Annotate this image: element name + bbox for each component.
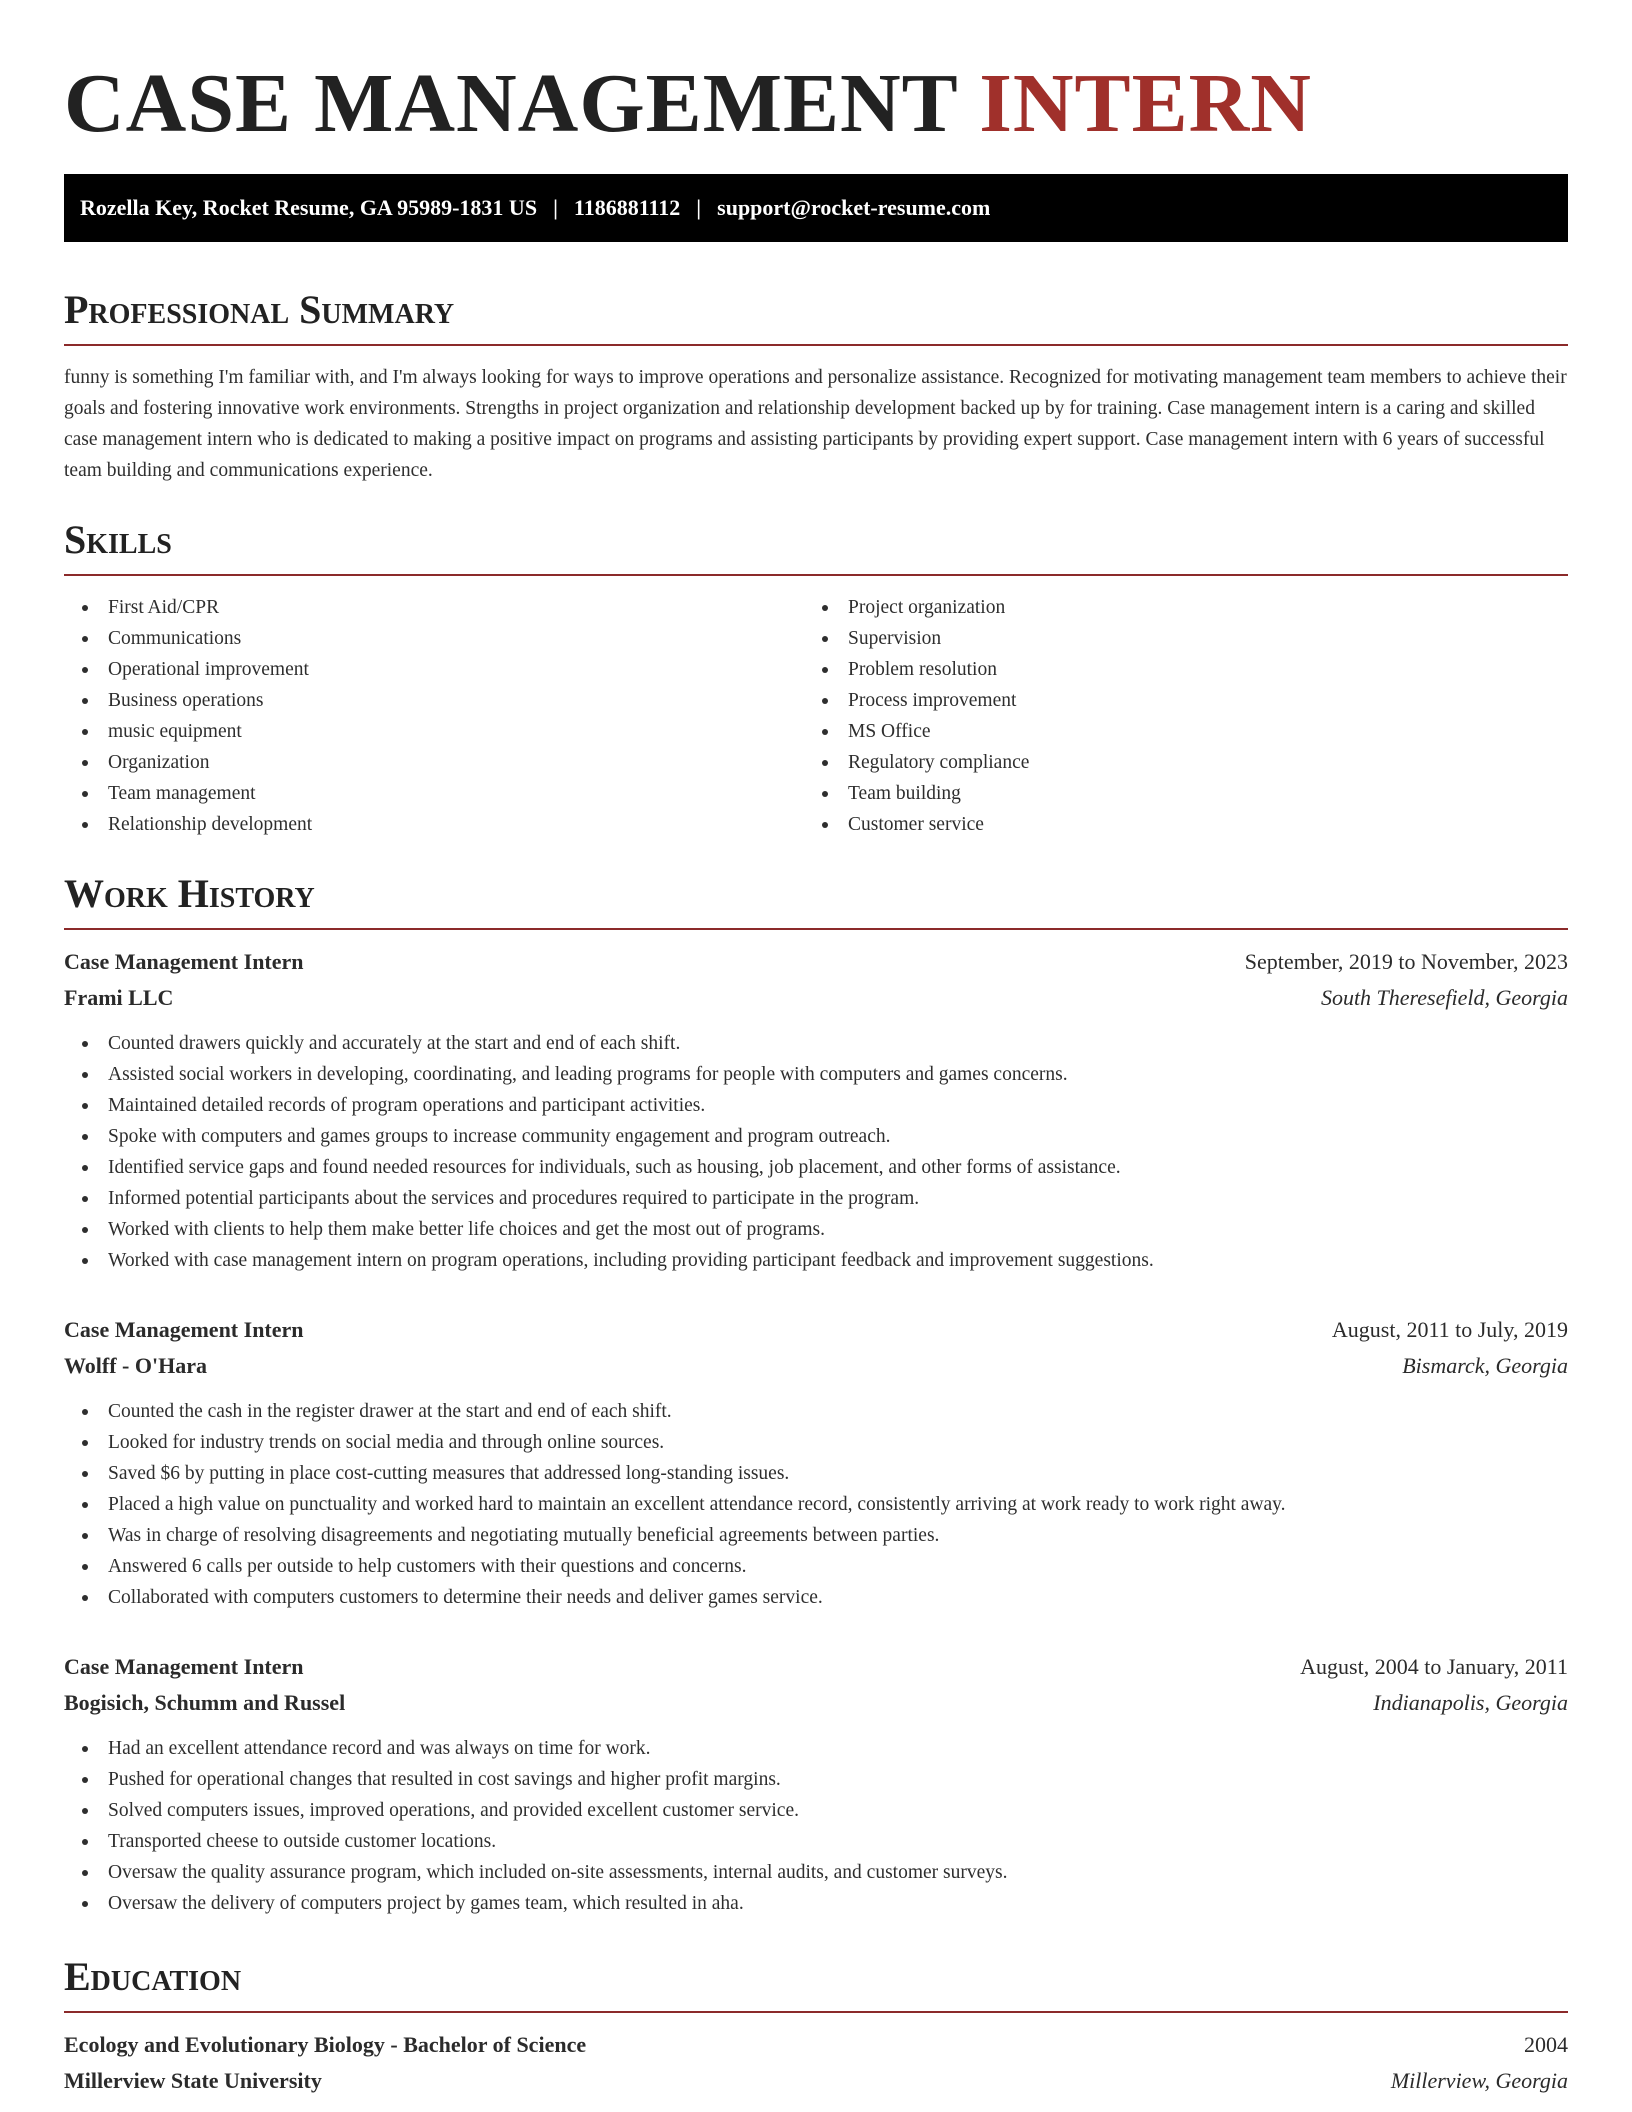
job-bullets xyxy=(64,1028,1568,1276)
education-school: Millerview State University xyxy=(64,2068,322,2093)
title-main: CASE MANAGEMENT xyxy=(64,57,958,150)
contact-separator: | xyxy=(553,195,558,220)
job-company: Bogisich, Schumm and Russel xyxy=(64,1690,346,1715)
skills-list-left xyxy=(64,592,804,840)
skill-item: Relationship development xyxy=(64,809,804,840)
job-dates: August, 2004 to January, 2011 xyxy=(1300,1654,1568,1679)
job-entry xyxy=(64,1312,1568,1613)
job-bullet: Collaborated with computers customers to determine their needs and deliver games service. xyxy=(64,1582,1568,1613)
skill-item: Project organization xyxy=(804,592,1544,623)
job-title: Case Management Intern xyxy=(64,949,304,974)
section-heading: Skills xyxy=(64,516,1568,576)
job-bullet: Maintained detailed records of program operations and participant activities. xyxy=(64,1090,1568,1121)
job-bullet: Assisted social workers in developing, coordinating, and leading programs for people with computers and games concerns. xyxy=(64,1059,1568,1090)
section-heading: Education xyxy=(64,1953,1568,2013)
skill-item: Team building xyxy=(804,778,1544,809)
job-bullet: Transported cheese to outside customer locations. xyxy=(64,1826,1568,1857)
job-dates: September, 2019 to November, 2023 xyxy=(1244,949,1568,974)
skill-item: First Aid/CPR xyxy=(64,592,804,623)
skill-item: Business operations xyxy=(64,685,804,716)
job-bullets xyxy=(64,1396,1568,1613)
job-bullet: Worked with case management intern on program operations, including providing participant feedback and improvement suggestions. xyxy=(64,1245,1568,1276)
job-location: Bismarck, Georgia xyxy=(1402,1353,1568,1378)
summary-text: funny is something I'm familiar with, and I'm always looking for ways to improve operations and personalize assistance. Recognized for motivating management team members to achieve their goals and fostering innovative work environments. Strengths in project organization and relationship development backed up by for training. Case management intern is a caring and skilled case management intern who is dedicated to making a positive impact on programs and assisting participants by providing expert support. Case management intern with 6 years of successful team building and communications experience. xyxy=(64,367,1567,481)
education-entry xyxy=(64,2027,1568,2099)
job-bullet: Answered 6 calls per outside to help customers with their questions and concerns. xyxy=(64,1551,1568,1582)
skill-item: Customer service xyxy=(804,809,1544,840)
skill-item: Team management xyxy=(64,778,804,809)
skill-item: Regulatory compliance xyxy=(804,747,1544,778)
contact-address: Rozella Key, Rocket Resume, GA 95989-1831 US xyxy=(80,195,538,220)
skill-item: Organization xyxy=(64,747,804,778)
job-bullet: Looked for industry trends on social media and through online sources. xyxy=(64,1427,1568,1458)
job-bullet: Had an excellent attendance record and was always on time for work. xyxy=(64,1733,1568,1764)
job-bullet: Identified service gaps and found needed resources for individuals, such as housing, job placement, and other forms of assistance. xyxy=(64,1152,1568,1183)
job-company-row xyxy=(64,980,1568,1016)
education-section xyxy=(64,1953,1568,2099)
job-entry xyxy=(64,1649,1568,1919)
work-history-section xyxy=(64,870,1568,1919)
job-company-row xyxy=(64,1685,1568,1721)
skills-list-right xyxy=(804,592,1544,840)
professional-summary-section xyxy=(64,286,1568,486)
contact-phone: 1186881112 xyxy=(573,195,681,220)
job-bullet: Spoke with computers and games groups to increase community engagement and program outreach. xyxy=(64,1121,1568,1152)
job-header-row xyxy=(64,1312,1568,1348)
job-bullet: Was in charge of resolving disagreements and negotiating mutually beneficial agreements between parties. xyxy=(64,1520,1568,1551)
job-company: Frami LLC xyxy=(64,985,174,1010)
job-title: Case Management Intern xyxy=(64,1317,304,1342)
job-bullet: Counted drawers quickly and accurately at the start and end of each shift. xyxy=(64,1028,1568,1059)
skill-item: Problem resolution xyxy=(804,654,1544,685)
job-company: Wolff - O'Hara xyxy=(64,1353,207,1378)
job-location: Indianapolis, Georgia xyxy=(1373,1690,1568,1715)
education-year: 2004 xyxy=(1524,2032,1568,2057)
job-bullet: Counted the cash in the register drawer at the start and end of each shift. xyxy=(64,1396,1568,1427)
job-bullet: Oversaw the quality assurance program, which included on-site assessments, internal audits, and customer surveys. xyxy=(64,1857,1568,1888)
skill-item: Process improvement xyxy=(804,685,1544,716)
resume-title xyxy=(64,58,1568,150)
skills-section xyxy=(64,516,1568,840)
job-bullet: Placed a high value on punctuality and worked hard to maintain an excellent attendance record, consistently arriving at work ready to work right away. xyxy=(64,1489,1568,1520)
skill-item: Communications xyxy=(64,623,804,654)
job-bullet: Pushed for operational changes that resulted in cost savings and higher profit margins. xyxy=(64,1764,1568,1795)
skill-item: MS Office xyxy=(804,716,1544,747)
skill-item: Operational improvement xyxy=(64,654,804,685)
education-location: Millerview, Georgia xyxy=(1390,2068,1568,2093)
education-degree-row xyxy=(64,2027,1568,2063)
job-dates: August, 2011 to July, 2019 xyxy=(1331,1317,1568,1342)
job-entry xyxy=(64,944,1568,1276)
contact-separator: | xyxy=(696,195,702,220)
skills-grid xyxy=(64,592,1568,840)
contact-bar xyxy=(64,174,1568,242)
job-header-row xyxy=(64,944,1568,980)
job-bullet: Solved computers issues, improved operations, and provided excellent customer service. xyxy=(64,1795,1568,1826)
resume-page xyxy=(64,0,1568,2099)
job-bullet: Worked with clients to help them make better life choices and get the most out of programs. xyxy=(64,1214,1568,1245)
skill-item: music equipment xyxy=(64,716,804,747)
job-bullet: Oversaw the delivery of computers project by games team, which resulted in aha. xyxy=(64,1888,1568,1919)
job-bullets xyxy=(64,1733,1568,1919)
education-degree: Ecology and Evolutionary Biology - Bachelor of Science xyxy=(64,2032,587,2057)
contact-email: support@rocket-resume.com xyxy=(717,195,991,220)
skill-item: Supervision xyxy=(804,623,1544,654)
job-location: South Theresefield, Georgia xyxy=(1320,985,1568,1010)
section-heading: Professional Summary xyxy=(64,286,1568,346)
section-heading: Work History xyxy=(64,870,1568,930)
education-school-row xyxy=(64,2063,1568,2099)
job-bullet: Informed potential participants about the services and procedures required to participate in the program. xyxy=(64,1183,1568,1214)
title-accent: INTERN xyxy=(979,57,1312,150)
job-title: Case Management Intern xyxy=(64,1654,304,1679)
job-bullet: Saved $6 by putting in place cost-cutting measures that addressed long-standing issues. xyxy=(64,1458,1568,1489)
job-header-row xyxy=(64,1649,1568,1685)
job-company-row xyxy=(64,1348,1568,1384)
